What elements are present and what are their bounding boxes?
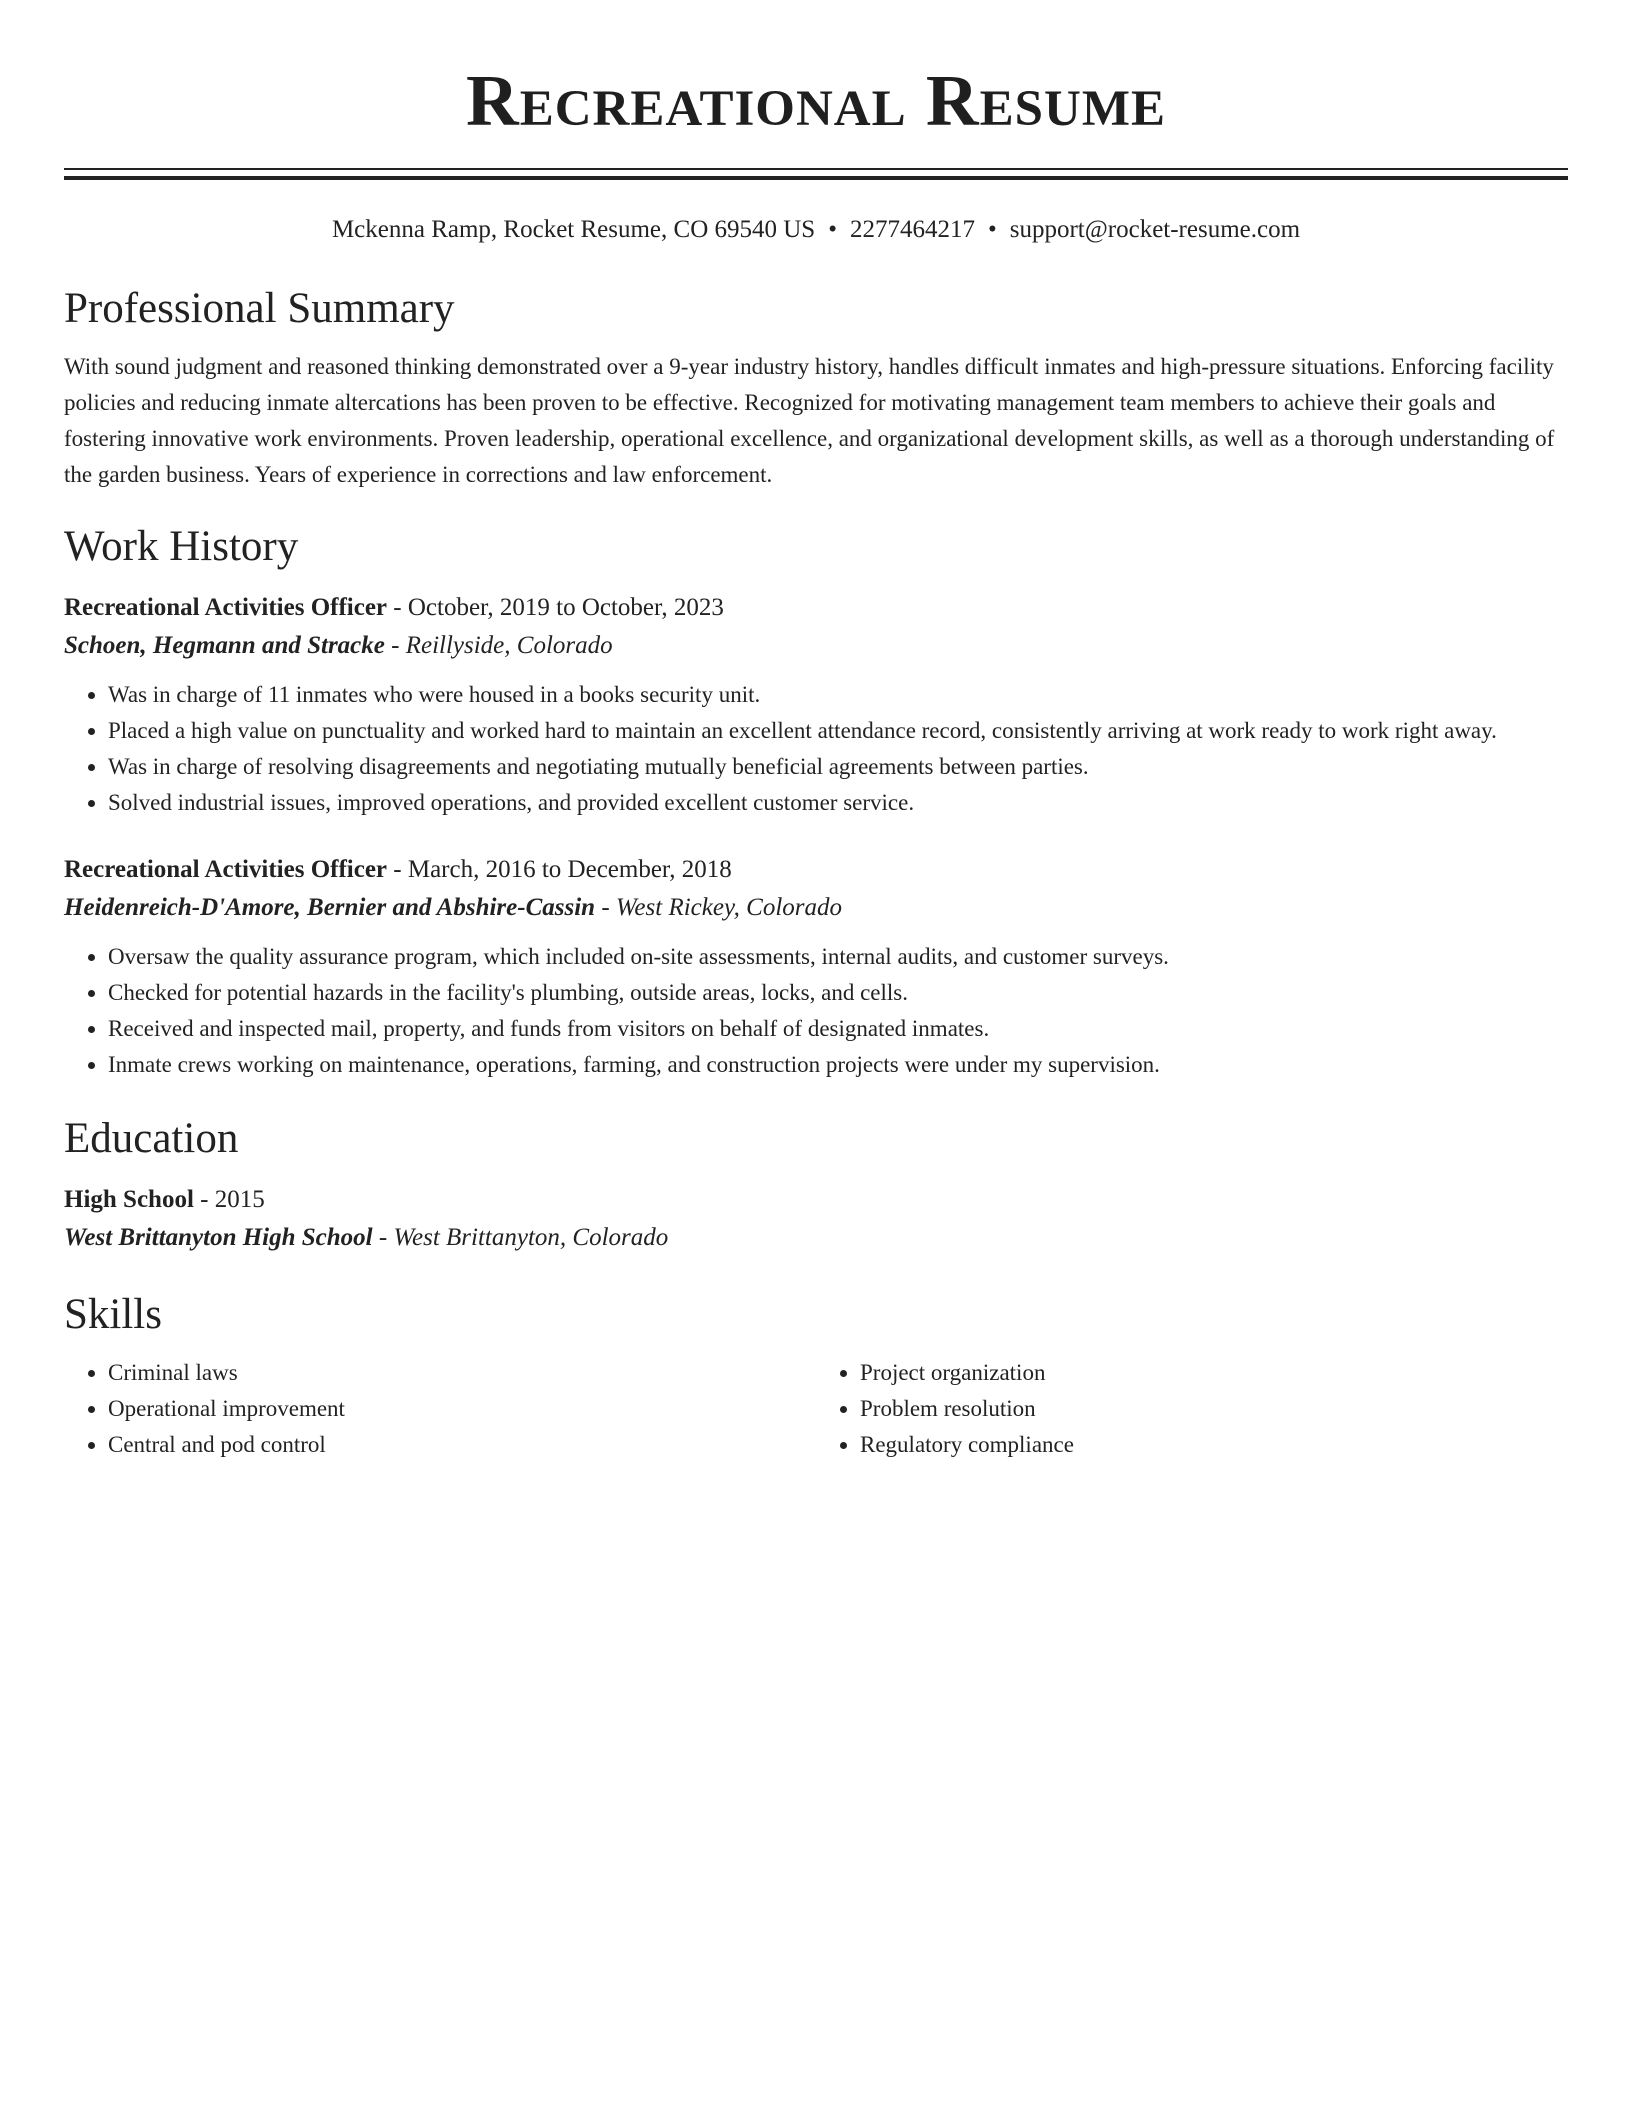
education-degree: High School <box>64 1186 194 1213</box>
resume-title: Recreational Resume <box>465 60 1166 141</box>
education-entry <box>64 1181 1568 1257</box>
education-location: - West Brittanyton, Colorado <box>378 1224 669 1251</box>
summary-text: With sound judgment and reasoned thinking demonstrated over a 9-year industry history, handles difficult inmates and high-pressure situations. Enforcing facility policies and reducing inmate altercations has been proven to be effective. Recognized for motivating management team members to achieve their goals and fostering innovative work environments. Proven leadership, operational excellence, and organizational development skills, as well as a thorough understanding of the garden business. Years of experience in corrections and law enforcement. <box>64 354 1555 487</box>
title-divider-thick <box>64 176 1568 180</box>
list-item: • Oversaw the quality assurance program, which included on-site assessments, internal audits, and customer surveys. <box>108 939 1568 975</box>
job-entry <box>64 851 1568 1083</box>
job-location: - West Rickey, Colorado <box>601 894 843 921</box>
skills-columns <box>64 1355 1568 1463</box>
education-year: - 2015 <box>200 1186 265 1213</box>
list-item: • Placed a high value on punctuality and worked hard to maintain an excellent attendance record, consistently arriving at work ready to work right away. <box>108 713 1568 749</box>
list-item: • Regulatory compliance <box>860 1427 1568 1463</box>
education-heading: Education <box>64 1115 239 1162</box>
job-duties-list <box>64 939 1568 1083</box>
list-item: • Solved industrial issues, improved operations, and provided excellent customer service. <box>108 785 1568 821</box>
work-history-heading: Work History <box>64 523 299 570</box>
job-company: Heidenreich-D'Amore, Bernier and Abshire-Cassin <box>64 894 596 921</box>
list-item: • Was in charge of 11 inmates who were housed in a books security unit. <box>108 677 1568 713</box>
contact-line <box>64 213 1568 247</box>
job-duties-list <box>64 677 1568 821</box>
job-company-line <box>64 627 1568 665</box>
job-dates: - March, 2016 to December, 2018 <box>393 856 732 883</box>
list-item: • Project organization <box>860 1355 1568 1391</box>
list-item: • Central and pod control <box>108 1427 816 1463</box>
job-title-line <box>64 589 1568 627</box>
job-title: Recreational Activities Officer <box>64 594 388 621</box>
list-item: • Criminal laws <box>108 1355 816 1391</box>
job-dates: - October, 2019 to October, 2023 <box>393 594 724 621</box>
job-company: Schoen, Hegmann and Stracke <box>64 632 385 659</box>
contact-email[interactable]: support@rocket-resume.com <box>1009 216 1301 243</box>
list-item: • Inmate crews working on maintenance, operations, farming, and construction projects were under my supervision. <box>108 1047 1568 1083</box>
skills-list-right <box>816 1355 1568 1463</box>
contact-phone: 2277464217 <box>849 216 975 243</box>
list-item: • Received and inspected mail, property, and funds from visitors on behalf of designated inmates. <box>108 1011 1568 1047</box>
job-company-line <box>64 889 1568 927</box>
job-location: - Reillyside, Colorado <box>391 632 613 659</box>
job-title: Recreational Activities Officer <box>64 856 388 883</box>
skills-list-left <box>64 1355 816 1463</box>
job-entry <box>64 589 1568 821</box>
title-divider-thin <box>64 168 1568 170</box>
contact-separator: • <box>828 216 837 243</box>
list-item: • Checked for potential hazards in the facility's plumbing, outside areas, locks, and cells. <box>108 975 1568 1011</box>
skills-heading: Skills <box>64 1291 162 1338</box>
education-school: West Brittanyton High School <box>64 1224 373 1251</box>
list-item: • Was in charge of resolving disagreements and negotiating mutually beneficial agreements between parties. <box>108 749 1568 785</box>
education-school-line <box>64 1219 1568 1257</box>
list-item: • Operational improvement <box>108 1391 816 1427</box>
education-degree-line <box>64 1181 1568 1219</box>
job-title-line <box>64 851 1568 889</box>
list-item: • Problem resolution <box>860 1391 1568 1427</box>
summary-heading: Professional Summary <box>64 285 455 332</box>
contact-address: Mckenna Ramp, Rocket Resume, CO 69540 US <box>331 216 816 243</box>
contact-separator: • <box>987 216 997 243</box>
